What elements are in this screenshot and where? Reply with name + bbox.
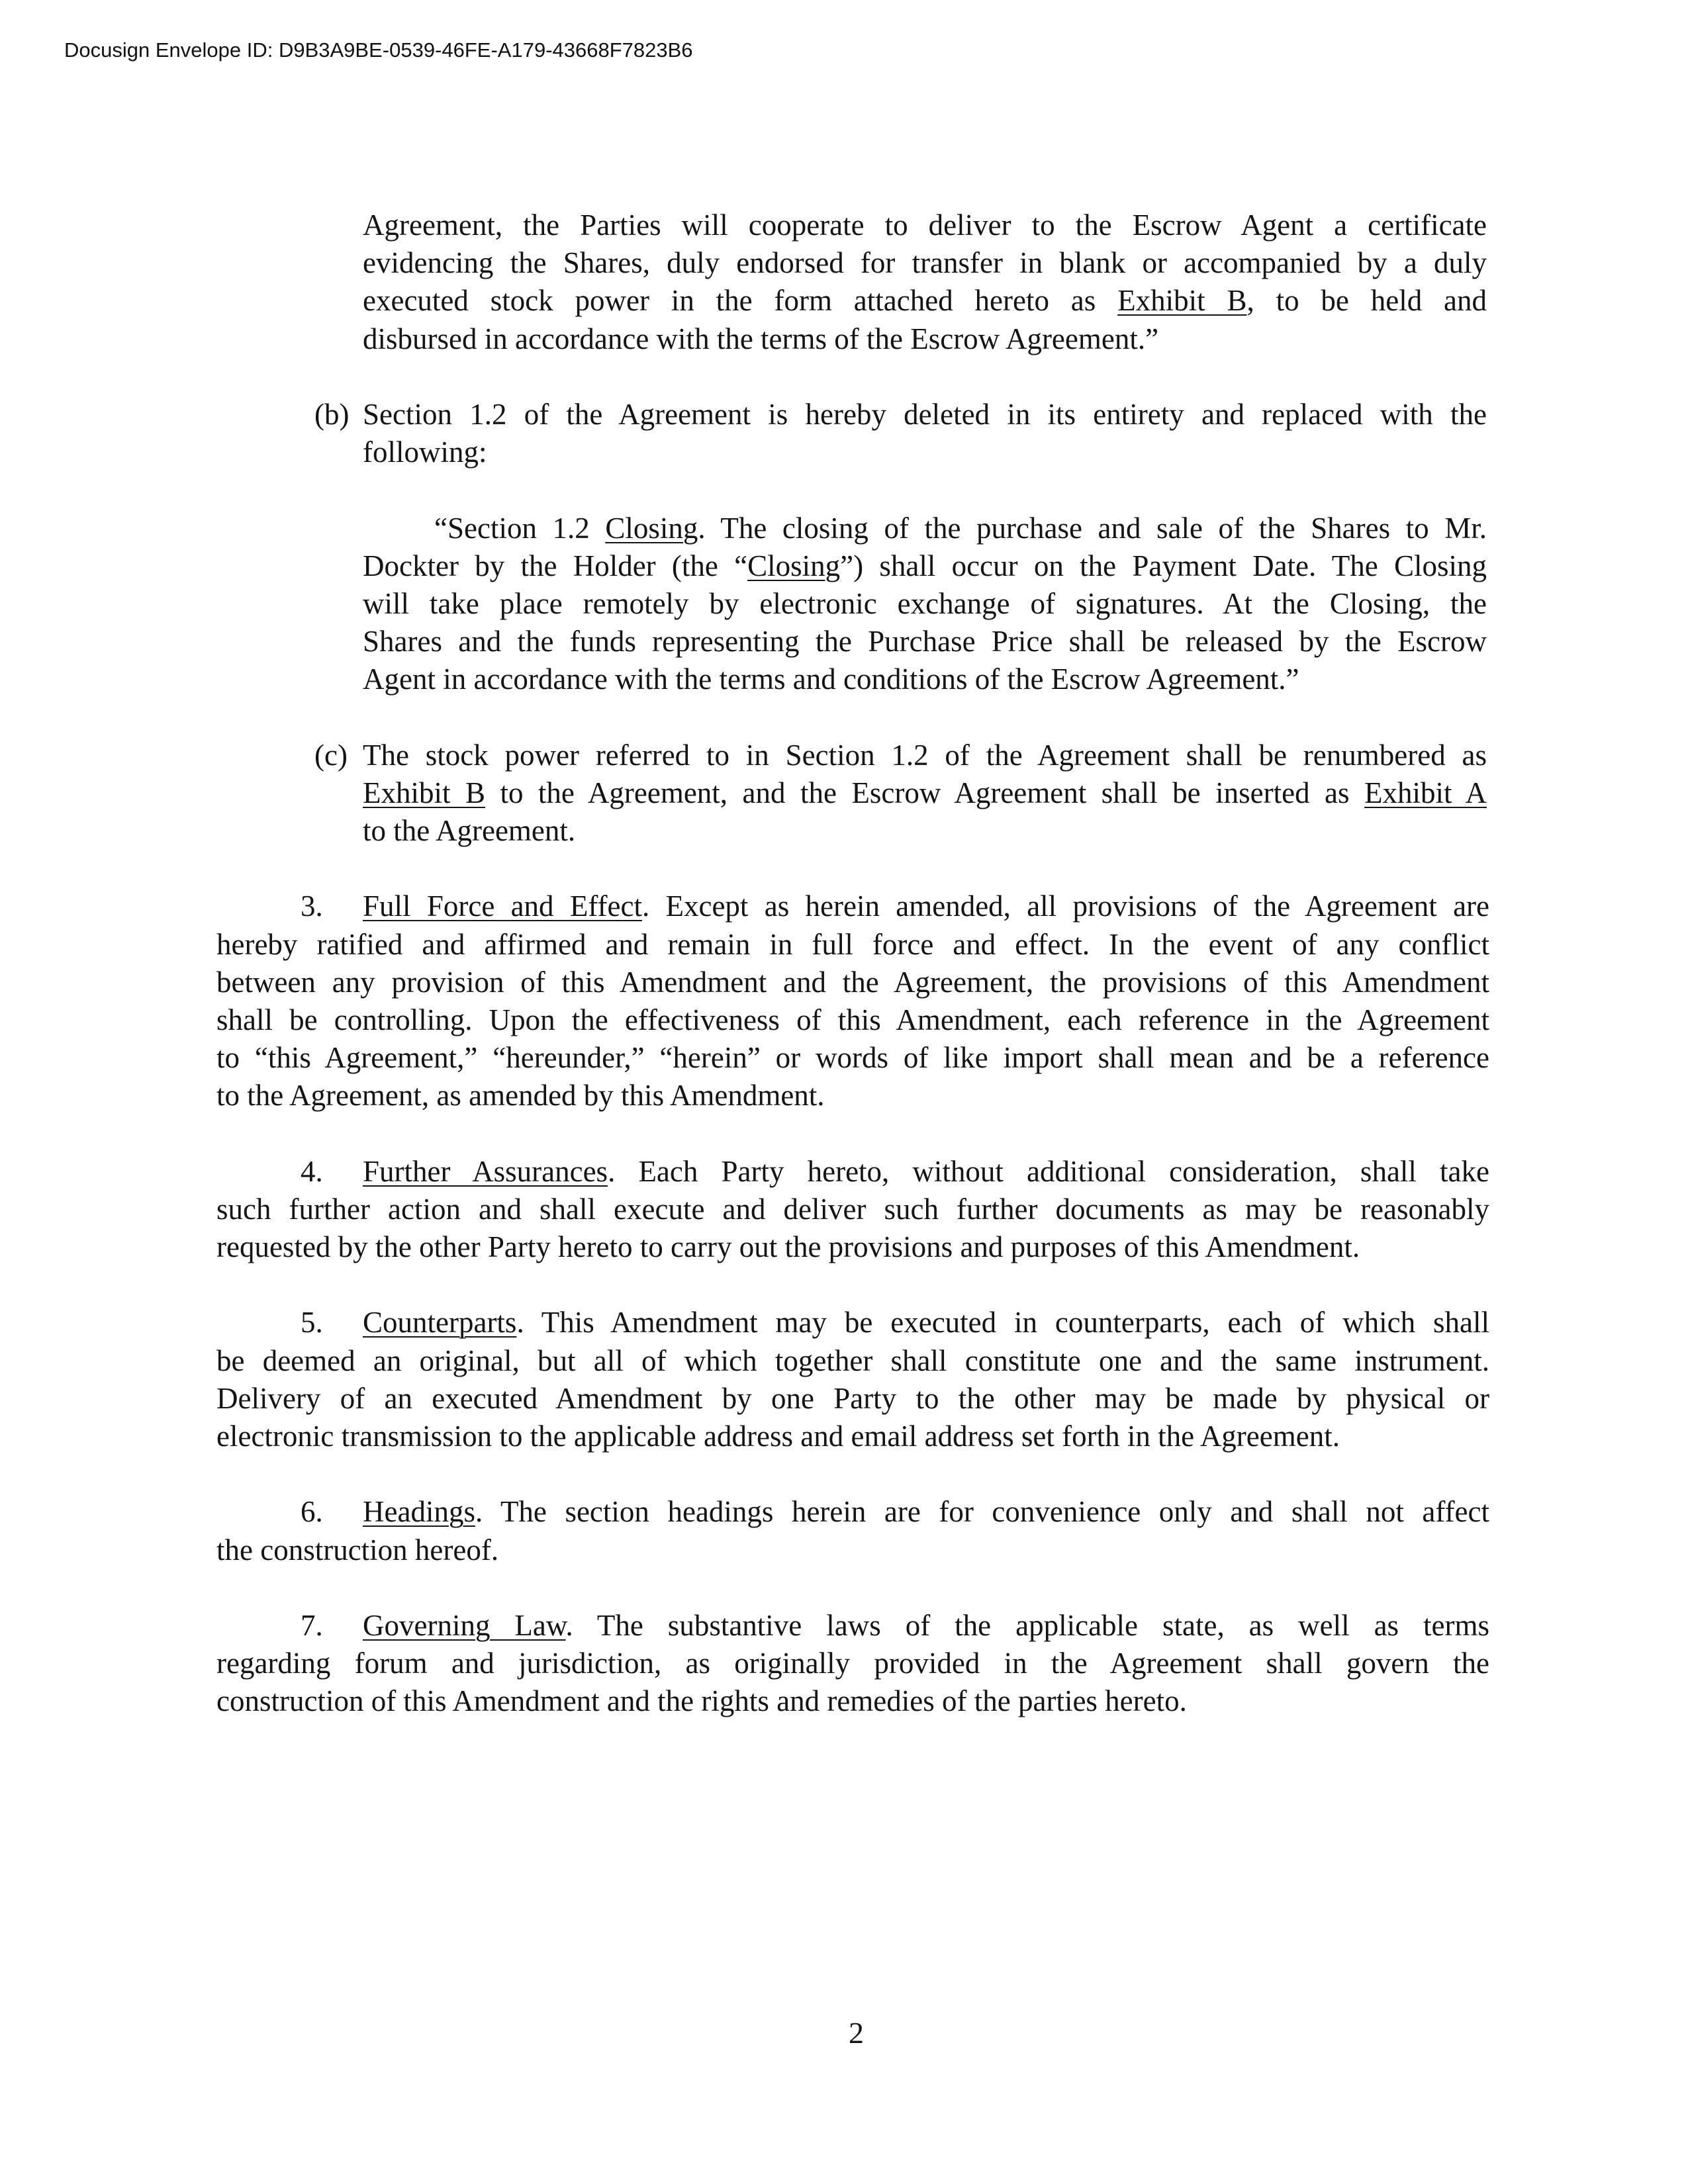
- text-segment: Delivery of an executed Amendment by one Party to the other may be made by physical or: [216, 1381, 1489, 1415]
- underlined-term: Closing: [605, 511, 698, 545]
- text-segment: to the Agreement, and the Escrow Agreement shall be inserted as: [485, 776, 1365, 809]
- underlined-term: Further Assurances: [363, 1154, 608, 1188]
- text-line: [216, 1342, 1489, 1380]
- text-segment: disbursed in accordance with the terms of the Escrow Agreement.”: [363, 322, 1159, 355]
- text-segment: be deemed an original, but all of which together shall constitute one and the same instrument.: [216, 1343, 1489, 1377]
- underlined-term: Governing Law: [363, 1608, 566, 1642]
- text-segment: to “this Agreement,” “hereunder,” “herein” or words of like import shall mean and be a reference: [216, 1041, 1489, 1075]
- text-line: [301, 1153, 1489, 1191]
- text-line: [363, 585, 1487, 623]
- text-segment: . The section headings herein are for convenience only and shall not affect: [475, 1495, 1489, 1529]
- section-number: 4.: [301, 1154, 323, 1188]
- text-segment: Shares and the funds representing the Purchase Price shall be released by the Escrow: [363, 625, 1487, 659]
- text-segment: Section 1.2 of the Agreement is hereby deleted in its entirety and replaced with the: [363, 397, 1487, 431]
- docusign-envelope-id: Docusign Envelope ID: D9B3A9BE-0539-46FE-A179-43668F7823B6: [64, 38, 693, 62]
- text-segment: . The closing of the purchase and sale of the Shares to Mr.: [698, 511, 1487, 545]
- underlined-term: Headings: [363, 1495, 475, 1529]
- document-body: [0, 206, 1688, 1721]
- text-line: [363, 433, 1487, 471]
- text-segment: , to be held and: [1246, 284, 1487, 318]
- text-segment: between any provision of this Amendment and the Agreement, the provisions of this Amendment: [216, 965, 1489, 999]
- text-segment: electronic transmission to the applicable address and email address set forth in the Agreement.: [216, 1420, 1340, 1453]
- text-line: [363, 320, 1487, 358]
- text-line: [363, 623, 1487, 660]
- text-segment: . Each Party hereto, without additional consideration, shall take: [608, 1154, 1489, 1188]
- text-line: [301, 1493, 1489, 1531]
- section-5: [0, 1304, 1688, 1455]
- text-segment: “Section 1.2: [434, 511, 606, 545]
- paragraph-continuation: [0, 206, 1688, 358]
- page-number: 2: [849, 2016, 864, 2050]
- section-3: [0, 887, 1688, 1115]
- section-7: [0, 1607, 1688, 1721]
- text-line: [363, 774, 1487, 812]
- section-6: [0, 1493, 1688, 1569]
- text-segment: the construction hereof.: [216, 1533, 499, 1567]
- underlined-term: Exhibit A: [1364, 776, 1487, 809]
- text-line: [363, 206, 1487, 244]
- text-segment: executed stock power in the form attached hereto as: [363, 284, 1118, 318]
- text-segment: Dockter by the Holder (the “: [363, 549, 748, 582]
- text-line: [216, 1191, 1489, 1228]
- text-line: [216, 1531, 1489, 1569]
- text-line: [314, 396, 1487, 433]
- section-number: (b): [314, 397, 350, 431]
- section-number: 6.: [301, 1495, 323, 1529]
- text-line: [216, 1039, 1489, 1077]
- text-line: [301, 1304, 1489, 1342]
- section-number: 5.: [301, 1306, 323, 1340]
- text-line: [216, 1682, 1489, 1720]
- text-segment: The stock power referred to in Section 1.2 of the Agreement shall be renumbered as: [363, 738, 1487, 772]
- quoted-section-1-2: [0, 510, 1688, 699]
- underlined-term: Exhibit B: [363, 776, 485, 809]
- text-line: [363, 244, 1487, 282]
- text-line: [216, 1228, 1489, 1266]
- text-segment: . Except as herein amended, all provisions of the Agreement are: [641, 889, 1489, 923]
- section-b: [0, 396, 1688, 471]
- text-line: [216, 1380, 1489, 1418]
- section-number: 3.: [301, 889, 323, 923]
- text-line: [363, 812, 1487, 850]
- text-segment: Agreement, the Parties will cooperate to deliver to the Escrow Agent a certificate: [363, 208, 1487, 242]
- text-segment: regarding forum and jurisdiction, as originally provided in the Agreement shall govern the: [216, 1647, 1489, 1680]
- text-segment: to the Agreement.: [363, 814, 576, 847]
- text-segment: such further action and shall execute and deliver such further documents as may be reasonably: [216, 1192, 1489, 1226]
- text-segment: requested by the other Party hereto to carry out the provisions and purposes of this Amendment.: [216, 1230, 1360, 1264]
- text-segment: following:: [363, 435, 487, 469]
- text-line: [216, 1418, 1489, 1455]
- text-line: [216, 1001, 1489, 1039]
- underlined-term: Exhibit B: [1117, 284, 1247, 318]
- section-number: 7.: [301, 1608, 323, 1642]
- text-line: [216, 964, 1489, 1001]
- text-segment: hereby ratified and affirmed and remain in full force and effect. In the event of any conflict: [216, 927, 1489, 961]
- underlined-term: Counterparts: [363, 1306, 517, 1340]
- text-line: [301, 887, 1489, 925]
- text-segment: . The substantive laws of the applicable state, as well as terms: [565, 1608, 1489, 1642]
- text-segment: . This Amendment may be executed in counterparts, each of which shall: [516, 1306, 1489, 1340]
- section-c: [0, 737, 1688, 850]
- text-segment: to the Agreement, as amended by this Amendment.: [216, 1079, 825, 1113]
- text-line: [363, 660, 1487, 698]
- text-line: [314, 737, 1487, 774]
- text-line: [216, 926, 1489, 964]
- text-segment: construction of this Amendment and the rights and remedies of the parties hereto.: [216, 1684, 1187, 1718]
- text-line: [363, 282, 1487, 320]
- text-line: [301, 1607, 1489, 1645]
- underlined-term: Closing: [747, 549, 841, 582]
- text-segment: ”) shall occur on the Payment Date. The Closing: [840, 549, 1487, 582]
- text-line: [216, 1077, 1489, 1115]
- section-number: (c): [314, 738, 348, 772]
- text-segment: Agent in accordance with the terms and conditions of the Escrow Agreement.”: [363, 662, 1299, 696]
- section-4: [0, 1153, 1688, 1267]
- text-segment: shall be controlling. Upon the effectiveness of this Amendment, each reference in the Agreement: [216, 1003, 1489, 1036]
- underlined-term: Full Force and Effect: [363, 889, 642, 923]
- text-line: [363, 547, 1487, 585]
- text-segment: evidencing the Shares, duly endorsed for transfer in blank or accompanied by a duly: [363, 246, 1487, 280]
- text-line: [216, 1645, 1489, 1682]
- text-segment: will take place remotely by electronic exchange of signatures. At the Closing, the: [363, 586, 1487, 620]
- text-line: [434, 510, 1487, 547]
